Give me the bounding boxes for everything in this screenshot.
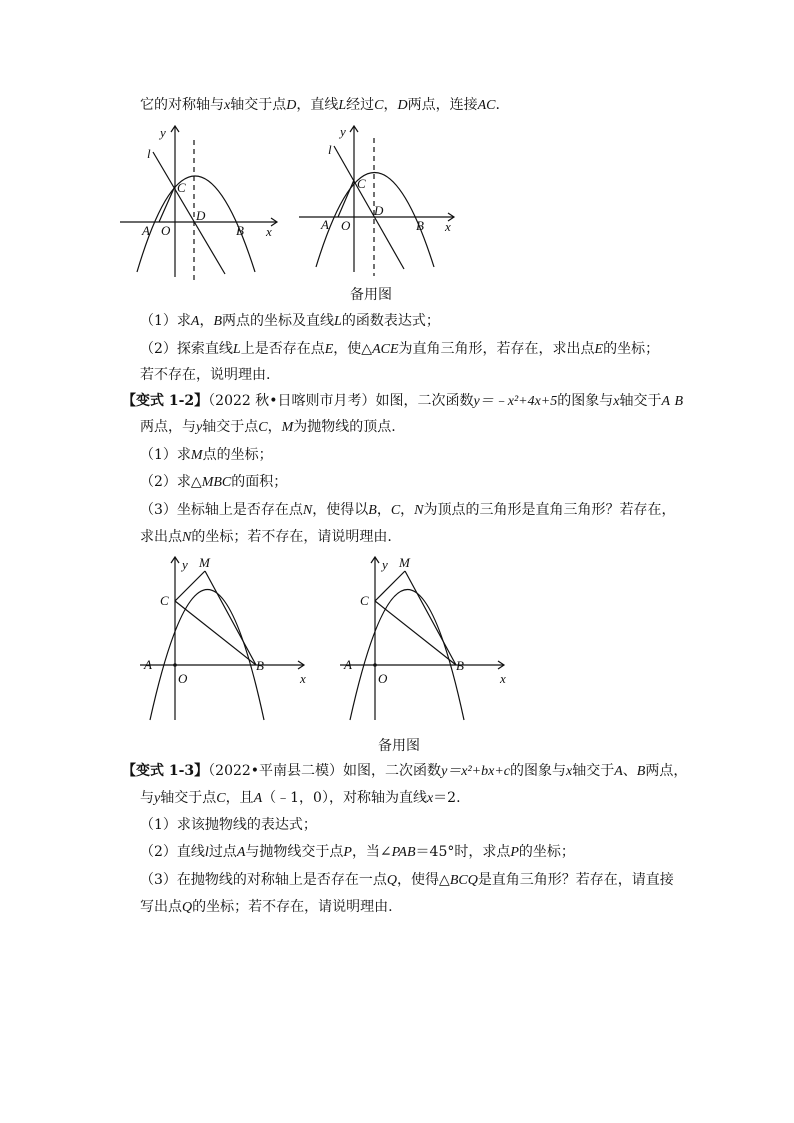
label-o: O bbox=[161, 223, 171, 238]
label-b: B bbox=[456, 658, 464, 673]
variant-1-2-line1: 【变式 1-2】（2022 秋•日喀则市月考）如图，二次函数y＝﹣x²+4x+5的图象与x轴交于A B bbox=[122, 393, 684, 409]
parabola bbox=[350, 590, 464, 721]
parabola bbox=[150, 590, 264, 721]
segment-mb bbox=[205, 571, 256, 665]
variant-1-3-q1: （1）求该抛物线的表达式； bbox=[140, 817, 317, 833]
label-y: y bbox=[382, 557, 388, 572]
label-d: D bbox=[374, 203, 384, 218]
variant-1-2-q2: （2）求△MBC的面积； bbox=[140, 474, 288, 490]
label-a: A bbox=[144, 657, 152, 672]
label-l: l bbox=[147, 146, 151, 161]
label-c: C bbox=[360, 593, 369, 608]
label-c: C bbox=[177, 180, 186, 195]
segment-cm bbox=[175, 571, 205, 601]
label-m: M bbox=[199, 555, 210, 570]
text-line: 它的对称轴与x轴交于点D，直线L经过C，D两点，连接AC. bbox=[140, 97, 500, 113]
segment-mb bbox=[405, 571, 456, 665]
variant-1-3-q3: （3）在抛物线的对称轴上是否存在一点Q，使得△BCQ是直角三角形？若存在，请直接 bbox=[140, 872, 674, 888]
label-a: A bbox=[344, 657, 352, 672]
label-c: C bbox=[357, 176, 366, 191]
label-y: y bbox=[160, 125, 166, 140]
label-c: C bbox=[160, 593, 169, 608]
question-2-cont: 若不存在，说明理由. bbox=[140, 367, 271, 383]
label-b: B bbox=[236, 223, 244, 238]
variant-1-2-q3: （3）坐标轴上是否存在点N，使得以B，C，N为顶点的三角形是直角三角形？若存在， bbox=[140, 502, 676, 518]
question-1: （1）求A，B两点的坐标及直线L的函数表达式； bbox=[140, 313, 440, 329]
line-l bbox=[153, 152, 225, 274]
segment-ac bbox=[159, 186, 175, 222]
label-o: O bbox=[178, 671, 188, 686]
variant-1-3-q3-cont: 写出点Q的坐标；若不存在，请说明理由. bbox=[140, 899, 393, 915]
segment-cm bbox=[375, 571, 405, 601]
label-b: B bbox=[256, 658, 264, 673]
figure-caption-2: 备用图 bbox=[378, 738, 420, 754]
label-a: A bbox=[142, 223, 150, 238]
variant-1-3-line2: 与y轴交于点C，且A（﹣1，0），对称轴为直线x＝2. bbox=[140, 790, 461, 806]
label-x: x bbox=[500, 671, 506, 686]
segment-cb bbox=[175, 601, 256, 665]
label-y: y bbox=[340, 124, 346, 139]
label-d: D bbox=[196, 208, 206, 223]
label-x: x bbox=[300, 671, 306, 686]
variant-1-2-line2: 两点，与y轴交于点C，M为抛物线的顶点. bbox=[140, 419, 396, 435]
segment-cb bbox=[375, 601, 456, 665]
label-a: A bbox=[321, 217, 329, 232]
variant-1-2-q3-cont: 求出点N的坐标；若不存在，请说明理由. bbox=[140, 529, 392, 545]
label-l: l bbox=[328, 142, 332, 157]
figure-parabola-1-spare bbox=[296, 122, 466, 282]
origin-dot bbox=[173, 663, 177, 667]
label-b: B bbox=[416, 218, 424, 233]
label-m: M bbox=[399, 555, 410, 570]
label-o: O bbox=[378, 671, 388, 686]
label-x: x bbox=[445, 219, 451, 234]
variant-1-3-line1: 【变式 1-3】（2022•平南县二模）如图，二次函数y＝x²+bx+c的图象与x轴交于A、B两点， bbox=[122, 763, 688, 779]
label-y: y bbox=[182, 557, 188, 572]
variant-1-3-q2: （2）直线l过点A与抛物线交于点P，当∠PAB＝45°时，求点P的坐标； bbox=[140, 844, 575, 860]
origin-dot bbox=[373, 663, 377, 667]
segment-ac bbox=[338, 180, 354, 217]
figure-parabola-2 bbox=[138, 555, 318, 725]
question-2: （2）探索直线L上是否存在点E，使△ACE为直角三角形，若存在，求出点E的坐标； bbox=[140, 341, 660, 357]
figure-caption: 备用图 bbox=[350, 287, 392, 303]
figure-parabola-2-spare bbox=[338, 555, 518, 725]
label-x: x bbox=[266, 224, 272, 239]
variant-1-2-q1: （1）求M点的坐标； bbox=[140, 447, 273, 463]
figure-parabola-1 bbox=[115, 122, 285, 282]
line-l bbox=[334, 146, 404, 269]
label-o: O bbox=[341, 218, 351, 233]
